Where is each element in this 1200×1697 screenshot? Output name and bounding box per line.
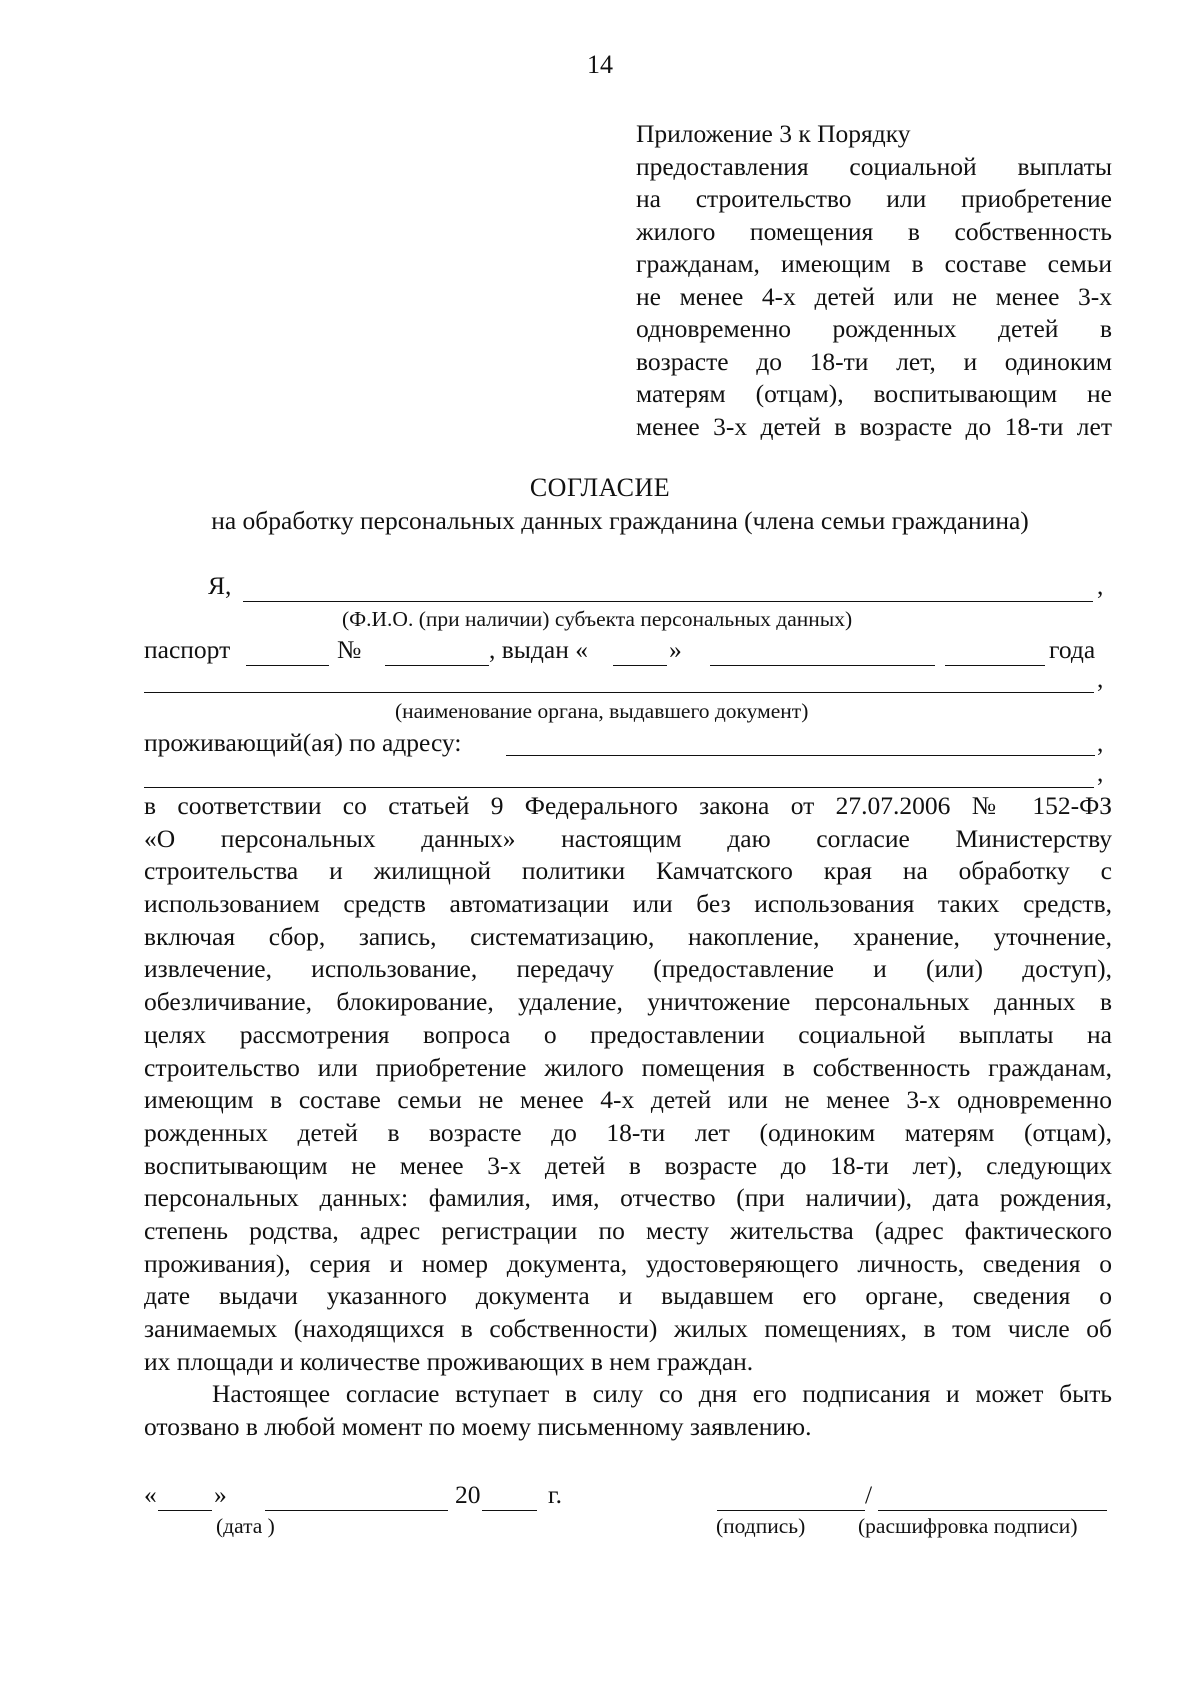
body-line: рожденных детей в возрасте до 18-ти лет (одиноким матерям (отцам), xyxy=(144,1117,1112,1147)
fio-field[interactable] xyxy=(243,601,1093,602)
body-line: дате выдачи указанного документа и выдавшем его органе, сведения о xyxy=(144,1281,1112,1311)
body-line: занимаемых (находящихся в собственности) жилых помещениях, в том числе об xyxy=(144,1314,1112,1343)
quote-close: » xyxy=(669,635,682,664)
i-label: Я, xyxy=(208,571,232,600)
signature-decode-field[interactable] xyxy=(878,1510,1107,1511)
signature-field[interactable] xyxy=(717,1510,865,1511)
appendix-line: одновременно рожденных детей в xyxy=(636,314,1112,343)
closing-line: отозвано в любой момент по моему письменному заявлению. xyxy=(144,1412,812,1442)
appendix-line: менее 3-х детей в возрасте до 18-ти лет xyxy=(636,411,1112,441)
comma: , xyxy=(1097,728,1104,757)
appendix-line: не менее 4-х детей или не менее 3-х xyxy=(636,281,1112,311)
document-subtitle: на обработку персональных данных гражданина (члена семьи гражданина) xyxy=(211,506,1029,535)
sign-year-field[interactable] xyxy=(482,1510,537,1511)
body-line: включая сбор, запись, систематизацию, накопление, хранение, уточнение, xyxy=(144,921,1112,951)
body-line: «О персональных данных» настоящим даю согласие Министерству xyxy=(144,823,1112,853)
appendix-line: жилого помещения в собственность xyxy=(636,216,1112,246)
issued-label: , выдан « xyxy=(489,635,588,664)
body-line: в соответствии со статьей 9 Федерального закона от 27.07.2006 № 152-ФЗ xyxy=(144,791,1112,820)
passport-number-field[interactable] xyxy=(385,665,489,666)
document-title: СОГЛАСИЕ xyxy=(529,473,671,502)
appendix-line: Приложение 3 к Порядку xyxy=(636,119,911,148)
year-suffix: г. xyxy=(548,1480,562,1509)
signature-slash: / xyxy=(865,1480,873,1509)
address-label: проживающий(ая) по адресу: xyxy=(144,728,462,757)
date-quote-close: » xyxy=(214,1480,227,1509)
comma: , xyxy=(1097,664,1104,693)
comma: , xyxy=(1097,571,1104,600)
year-prefix: 20 xyxy=(455,1480,481,1509)
appendix-line: гражданам, имеющим в составе семьи xyxy=(636,249,1112,278)
date-hint: (дата ) xyxy=(216,1514,275,1538)
closing-line: Настоящее согласие вступает в силу со дня его подписания и может быть xyxy=(212,1379,1112,1409)
issue-day-field[interactable] xyxy=(613,665,667,666)
passport-series-field[interactable] xyxy=(246,665,329,666)
body-line: строительство или приобретение жилого помещения в собственность гражданам, xyxy=(144,1052,1112,1082)
body-line: персональных данных: фамилия, имя, отчество (при наличии), дата рождения, xyxy=(144,1183,1112,1213)
body-line: их площади и количестве проживающих в нем граждан. xyxy=(144,1346,754,1376)
sign-day-field[interactable] xyxy=(158,1510,212,1511)
year-label: года xyxy=(1049,635,1096,664)
appendix-header xyxy=(636,118,1112,443)
number-sign: № xyxy=(337,635,362,664)
body-line: воспитывающим не менее 3-х детей в возрасте до 18-ти лет), следующих xyxy=(144,1150,1112,1180)
body-line: проживания), серия и номер документа, удостоверяющего личность, сведения о xyxy=(144,1248,1112,1278)
appendix-line: матерям (отцам), воспитывающим не xyxy=(636,379,1112,408)
appendix-line: предоставления социальной выплаты xyxy=(636,151,1112,181)
signature-decode-hint: (расшифровка подписи) xyxy=(858,1514,1078,1538)
body-line: извлечение, использование, передачу (предоставление и (или) доступ), xyxy=(144,954,1112,984)
body-line: имеющим в составе семьи не менее 4-х детей или не менее 3-х одновременно xyxy=(144,1085,1112,1115)
body-line: строительства и жилищной политики Камчатского края на обработку с xyxy=(144,856,1112,886)
appendix-line: возрасте до 18-ти лет, и одиноким xyxy=(636,346,1112,376)
passport-label: паспорт xyxy=(144,635,231,664)
comma: , xyxy=(1097,758,1104,787)
page-number: 14 xyxy=(587,50,613,79)
consent-body xyxy=(144,790,1112,1444)
issuer-field[interactable] xyxy=(144,692,1094,693)
appendix-line: на строительство или приобретение xyxy=(636,184,1112,213)
signature-hint: (подпись) xyxy=(716,1514,806,1538)
issuer-hint: (наименование органа, выдавшего документ) xyxy=(395,699,809,723)
date-quote-open: « xyxy=(144,1480,157,1509)
address-field-continued[interactable] xyxy=(144,787,1094,788)
body-line: использованием средств автоматизации или без использования таких средств, xyxy=(144,889,1112,919)
fio-hint: (Ф.И.О. (при наличии) субъекта персональных данных) xyxy=(342,607,853,631)
body-line: обезличивание, блокирование, удаление, уничтожение персональных данных в xyxy=(144,987,1112,1017)
sign-month-field[interactable] xyxy=(265,1510,448,1511)
address-field[interactable] xyxy=(506,755,1095,756)
body-line: целях рассмотрения вопроса о предоставлении социальной выплаты на xyxy=(144,1019,1112,1049)
body-line: степень родства, адрес регистрации по месту жительства (адрес фактического xyxy=(144,1215,1112,1245)
issue-month-field[interactable] xyxy=(710,665,935,666)
issue-year-field[interactable] xyxy=(945,665,1045,666)
